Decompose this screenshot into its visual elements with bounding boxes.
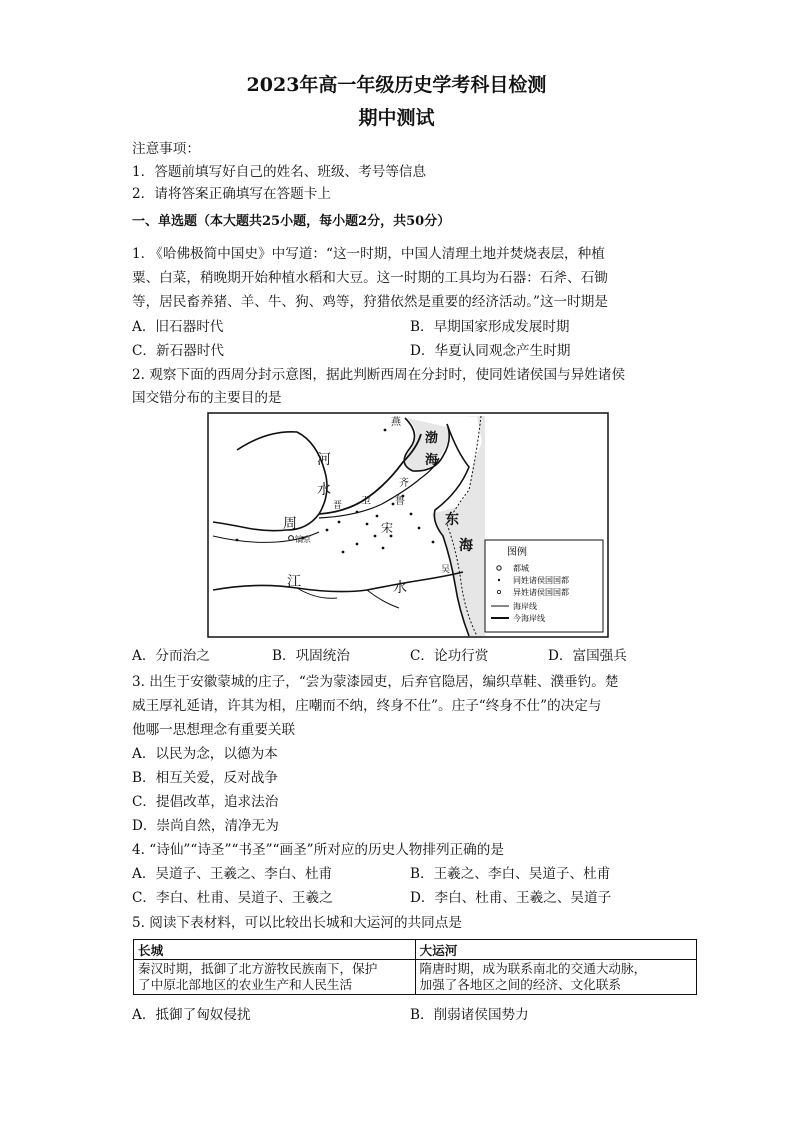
q2-option-c: C．论功行赏: [410, 648, 489, 664]
table-cell-line: 了中原北部地区的农业生产和人民生活: [138, 977, 353, 992]
q1-stem-line: 1. 《哈佛极简中国史》中写道：“这一时期，中国人清理土地并焚烧表层，种植: [132, 246, 605, 262]
map-label-haojing: 镐京: [295, 535, 311, 544]
q2-option-d: D．富国强兵: [548, 648, 627, 664]
map-label-jin: 晋: [333, 501, 343, 511]
q4-option-d: D．李白、杜甫、王羲之、吴道子: [410, 890, 612, 906]
q1-option-a: A．旧石器时代: [132, 319, 224, 335]
q1-option-b: B．早期国家形成发展时期: [410, 319, 570, 335]
map-label-song: 宋: [381, 521, 394, 535]
map-label-wei: 卫: [361, 496, 371, 507]
map-label-lu: 鲁: [395, 496, 405, 507]
map-label-bohai: 海: [425, 453, 439, 468]
legend-title: 图例: [507, 547, 527, 558]
q3-stem-line: 威王厚礼延请，许其为相，庄嘲而不纳，终身不仕”。庄子“终身不仕”的决定与: [132, 698, 602, 714]
map-label-qi: 齐: [399, 478, 409, 489]
q5-option-b: B．削弱诸侯国势力: [410, 1007, 529, 1023]
legend-new-coast: 今海岸线: [513, 614, 545, 623]
map-label-jiang: 江: [287, 574, 301, 590]
q3-option-a: A．以民为念，以德为本: [132, 746, 278, 762]
map-label-wu: 吴: [441, 565, 451, 575]
western-zhou-map: [207, 412, 609, 638]
map-label-shui2: 水: [393, 580, 407, 596]
legend-capital: 都城: [513, 564, 529, 573]
map-label-he: 河: [317, 452, 331, 468]
q4-option-b: B．王羲之、李白、吴道子、杜甫: [410, 866, 611, 882]
notice-item: 2．请将答案正确填写在答题卡上: [132, 186, 331, 202]
q5-stem-line: 5. 阅读下表材料，可以比较出长城和大运河的共同点是: [132, 915, 462, 931]
q2-stem-line: 国交错分布的主要目的是: [132, 390, 282, 406]
q5-option-a: A．抵御了匈奴侵扰: [132, 1007, 251, 1023]
map-label-shui: 水: [317, 482, 331, 498]
q4-option-c: C．李白、杜甫、吴道子、王羲之: [132, 890, 333, 906]
q1-option-c: C．新石器时代: [132, 343, 224, 359]
legend-diff-surname: 异姓诸侯国国都: [513, 588, 569, 597]
q3-option-d: D．崇尚自然，清净无为: [132, 818, 279, 834]
q2-option-a: A．分而治之: [132, 648, 210, 664]
table-cell: [134, 960, 416, 995]
q4-option-a: A．吴道子、王羲之、李白、杜甫: [132, 866, 333, 882]
q3-stem-line: 他哪一思想理念有重要关联: [132, 722, 296, 738]
table-header-grand-canal: 大运河: [415, 940, 697, 960]
q3-option-c: C．提倡改革，追求法治: [132, 794, 279, 810]
q4-stem-line: 4. “诗仙”“诗圣”“书圣”“画圣”所对应的历史人物排列正确的是: [132, 842, 504, 858]
q3-option-b: B．相互关爱，反对战争: [132, 770, 278, 786]
q1-stem-line: 粟、白菜，稍晚期开始种植水稻和大豆。这一时期的工具均为石器：石斧、石锄: [132, 270, 608, 286]
q2-stem-line: 2. 观察下面的西周分封示意图，据此判断西周在分封时，使同姓诸侯国与异姓诸侯: [132, 367, 626, 383]
map-label-zhou: 周: [283, 516, 297, 532]
table-cell: [415, 960, 697, 995]
table-cell-line: 秦汉时期，抵御了北方游牧民族南下，保护: [138, 961, 378, 976]
notice-item: 1．答题前填写好自己的姓名、班级、考号等信息: [132, 164, 427, 180]
legend-same-surname: 同姓诸侯国国都: [513, 576, 569, 585]
q3-stem-line: 3. 出生于安徽蒙城的庄子，“尝为蒙漆园吏，后弃官隐居，编织草鞋、濮垂钓。楚: [132, 674, 619, 690]
map-label-yan: 燕: [391, 417, 401, 428]
map-label-dong: 东: [445, 512, 459, 528]
section-title: 一、单选题（本大题共25小题，每小题2分，共50分）: [132, 214, 451, 229]
table-cell-line: 隋唐时期，成为联系南北的交通大动脉，: [419, 961, 647, 976]
exam-title: 2023年高一年级历史学考科目检测: [246, 74, 547, 96]
notice-heading: 注意事项：: [132, 141, 200, 157]
q1-stem-line: 等，居民畜养猪、羊、牛、狗、鸡等，狩猎依然是重要的经济活动。”这一时期是: [132, 294, 608, 310]
comparison-table: [133, 939, 697, 995]
map-label-hai: 海: [459, 538, 473, 554]
map-legend: [485, 540, 603, 632]
q2-option-b: B．巩固统治: [272, 648, 350, 664]
q1-option-d: D．华夏认同观念产生时期: [410, 343, 571, 359]
map-label-bohai: 渤: [425, 431, 439, 446]
table-header-great-wall: 长城: [134, 940, 416, 960]
legend-old-coast: 海岸线: [513, 602, 537, 611]
table-cell-line: 加强了各地区之间的经济、文化联系: [419, 977, 621, 992]
exam-subtitle: 期中测试: [358, 107, 435, 129]
